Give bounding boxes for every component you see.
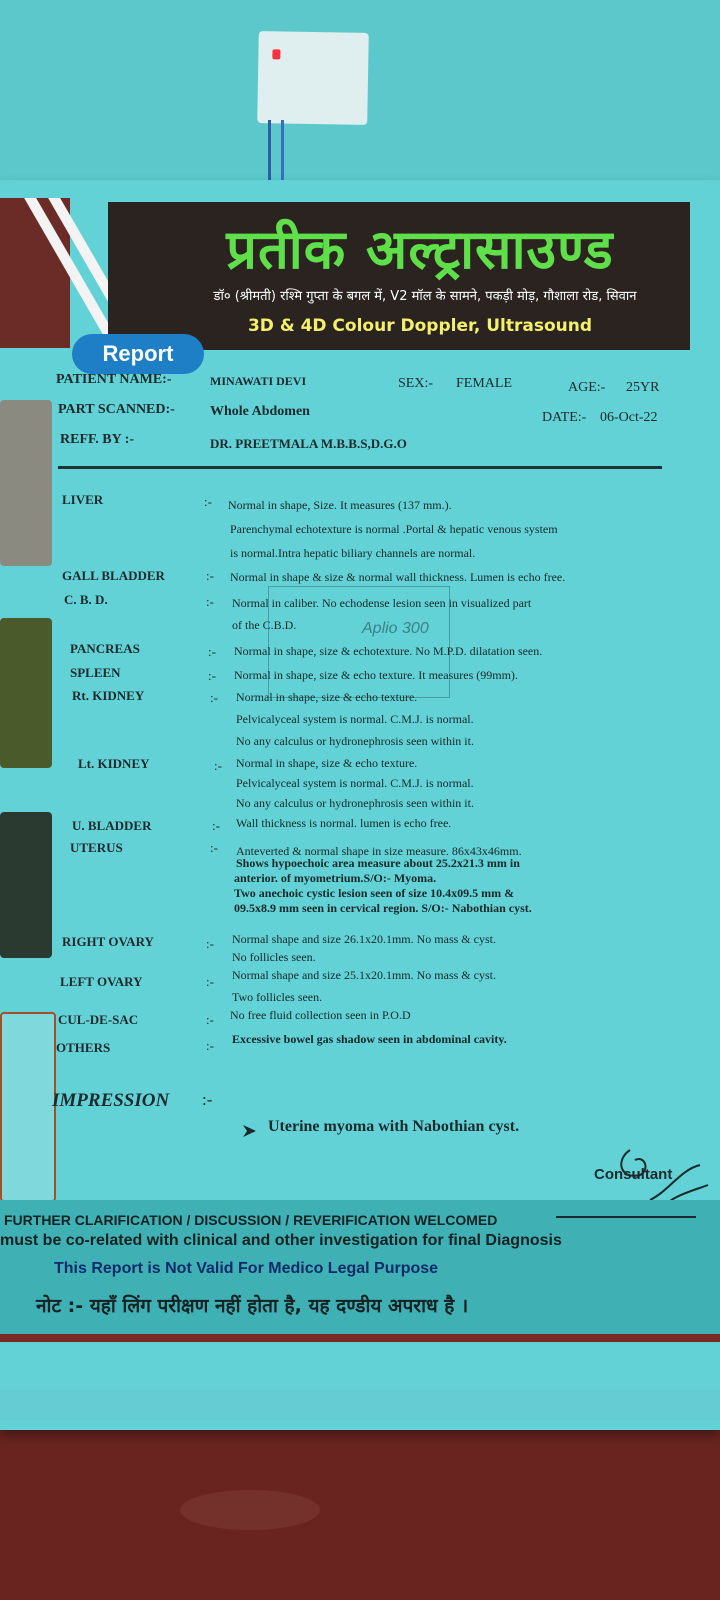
separator: :-	[204, 494, 212, 509]
finding-line: No any calculus or hydronephrosis seen within it.	[236, 796, 474, 810]
clinic-address: डॉ० (श्रीमती) रश्मि गुप्ता के बगल में, V2 मॉल के सामने, पकड़ी मोड़, गौशाला रोड, सिवान	[213, 289, 637, 304]
footer-legal-note: This Report is Not Valid For Medico Legal Purpose	[54, 1260, 439, 1277]
finding-line: anterior. of myometrium.S/O:- Myoma.	[234, 871, 437, 885]
consultant-label: Consultant	[594, 1166, 673, 1183]
separator: :-	[212, 818, 220, 833]
finding-line: Normal shape and size 26.1x20.1mm. No mass & cyst.	[232, 932, 496, 946]
finding-line: Normal in shape, size & echo texture.	[236, 690, 418, 704]
finding-line: is normal.Intra hepatic biliary channels are normal.	[230, 546, 476, 560]
date-value: 06-Oct-22	[600, 410, 658, 425]
organ-label-pancreas: PANCREAS	[70, 641, 140, 656]
finding-line: No free fluid collection seen in P.O.D	[230, 1008, 411, 1022]
footer-maroon-bar	[0, 1334, 720, 1342]
separator: :-	[206, 594, 214, 609]
separator: :-	[210, 690, 218, 705]
patient-name: MINAWATI DEVI	[210, 374, 307, 388]
signature-line	[556, 1216, 696, 1218]
organ-label-uterus: UTERUS	[70, 840, 123, 855]
separator: :-	[206, 568, 214, 583]
watermark-text: Aplio 300	[362, 620, 429, 637]
paper-bottom-edge	[0, 1390, 720, 1420]
organ-label-cbd: C. B. D.	[64, 592, 108, 607]
reff-label: REFF. BY :-	[60, 432, 135, 447]
separator: :-	[208, 644, 216, 659]
date-label: DATE:-	[542, 410, 587, 425]
finding-line: Normal in shape, size & echo texture. It measures (99mm).	[234, 668, 518, 682]
organ-label-spleen: SPLEEN	[70, 665, 121, 680]
part-scanned-label: PART SCANNED:-	[58, 402, 175, 417]
footer-clarification: FURTHER CLARIFICATION / DISCUSSION / REVERIFICATION WELCOMED	[4, 1212, 498, 1228]
table-surface	[0, 1400, 720, 1600]
finding-line: Wall thickness is normal. lumen is echo free.	[236, 816, 452, 830]
organ-label-liver: LIVER	[62, 492, 104, 507]
wall-switchboard	[257, 31, 369, 125]
finding-line: No follicles seen.	[232, 950, 316, 964]
finding-line: Normal in shape, Size. It measures (137 mm.).	[228, 498, 452, 512]
organ-label-lt-kidney: Lt. KIDNEY	[78, 756, 150, 771]
clinic-services: 3D & 4D Colour Doppler, Ultrasound	[247, 316, 593, 336]
organ-label-cul-de-sac: CUL-DE-SAC	[58, 1012, 139, 1027]
finding-line: Normal in shape, size & echo texture.	[236, 756, 418, 770]
age-label: AGE:-	[568, 380, 606, 395]
finding-line: Excessive bowel gas shadow seen in abdominal cavity.	[232, 1032, 507, 1046]
separator: :-	[206, 936, 214, 951]
finding-line: Normal in caliber. No echodense lesion seen in visualized part	[232, 596, 532, 610]
finding-line: Two follicles seen.	[232, 990, 323, 1004]
separator: :-	[206, 974, 214, 989]
clinic-name: प्रतीक अल्ट्रासाउण्ड	[226, 218, 614, 281]
finding-line: Normal in shape & size & normal wall thickness. Lumen is echo free.	[230, 570, 566, 584]
finding-line: Two anechoic cystic lesion seen of size 10.4x09.5 mm &	[234, 886, 515, 900]
finding-line: of the C.B.D.	[232, 618, 297, 632]
photo-thumbnail-1	[0, 400, 52, 566]
header-maroon-block	[0, 198, 70, 348]
report-badge: Report	[72, 334, 204, 374]
separator: :-	[206, 1012, 214, 1027]
switch-led	[272, 49, 280, 59]
separator: :-	[202, 1090, 213, 1109]
part-scanned-value: Whole Abdomen	[210, 404, 310, 419]
sex-value: FEMALE	[456, 376, 512, 391]
finding-line: Anteverted & normal shape in size measure. 86x43x46mm.	[236, 844, 522, 858]
separator: :-	[206, 1038, 214, 1053]
separator: :-	[208, 668, 216, 683]
finding-line: No any calculus or hydronephrosis seen within it.	[236, 734, 474, 748]
organ-label-others: OTHERS	[56, 1040, 111, 1055]
age-value: 25YR	[626, 380, 660, 395]
arrow-bullet-icon	[242, 1123, 258, 1139]
finding-line: Normal shape and size 25.1x20.1mm. No mass & cyst.	[232, 968, 496, 982]
photo-thumbnail-3	[0, 812, 52, 958]
patient-name-label: PATIENT NAME:-	[56, 372, 172, 387]
watermark-box	[268, 586, 450, 698]
organ-label-rt-kidney: Rt. KIDNEY	[72, 688, 145, 703]
organ-label-left-ovary: LEFT OVARY	[60, 974, 143, 989]
photo-thumbnail-4	[0, 1012, 56, 1202]
footer-correlation-note: must be co-related with clinical and other investigation for final Diagnosis	[0, 1232, 562, 1249]
finding-line: Shows hypoechoic area measure about 25.2x21.3 mm in	[236, 856, 520, 870]
separator: :-	[210, 840, 218, 855]
organ-label-gall-bladder: GALL BLADDER	[62, 568, 165, 583]
footer-hindi-note: नोट :- यहाँ लिंग परीक्षण नहीं होता है, यह दण्डीय अपराध है ।	[36, 1295, 469, 1317]
finding-line: Parenchymal echotexture is normal .Portal & hepatic venous system	[230, 522, 558, 536]
finding-line: Pelvicalyceal system is normal. C.M.J. is normal.	[236, 712, 474, 726]
sex-label: SEX:-	[398, 376, 433, 391]
photo-thumbnail-2	[0, 618, 52, 768]
finding-line: Pelvicalyceal system is normal. C.M.J. is normal.	[236, 776, 474, 790]
header-divider	[58, 466, 662, 469]
reff-value: DR. PREETMALA M.B.B.S,D.G.O	[210, 436, 407, 451]
impression-label: IMPRESSION	[52, 1090, 170, 1111]
separator: :-	[214, 758, 222, 773]
organ-label-u-bladder: U. BLADDER	[72, 818, 152, 833]
finding-line: 09.5x8.9 mm seen in cervical region. S/O:- Nabothian cyst.	[234, 901, 532, 915]
finding-line: Normal in shape, size & echotexture. No M.P.D. dilatation seen.	[234, 644, 543, 658]
organ-label-right-ovary: RIGHT OVARY	[62, 934, 154, 949]
impression-text: Uterine myoma with Nabothian cyst.	[268, 1118, 520, 1135]
